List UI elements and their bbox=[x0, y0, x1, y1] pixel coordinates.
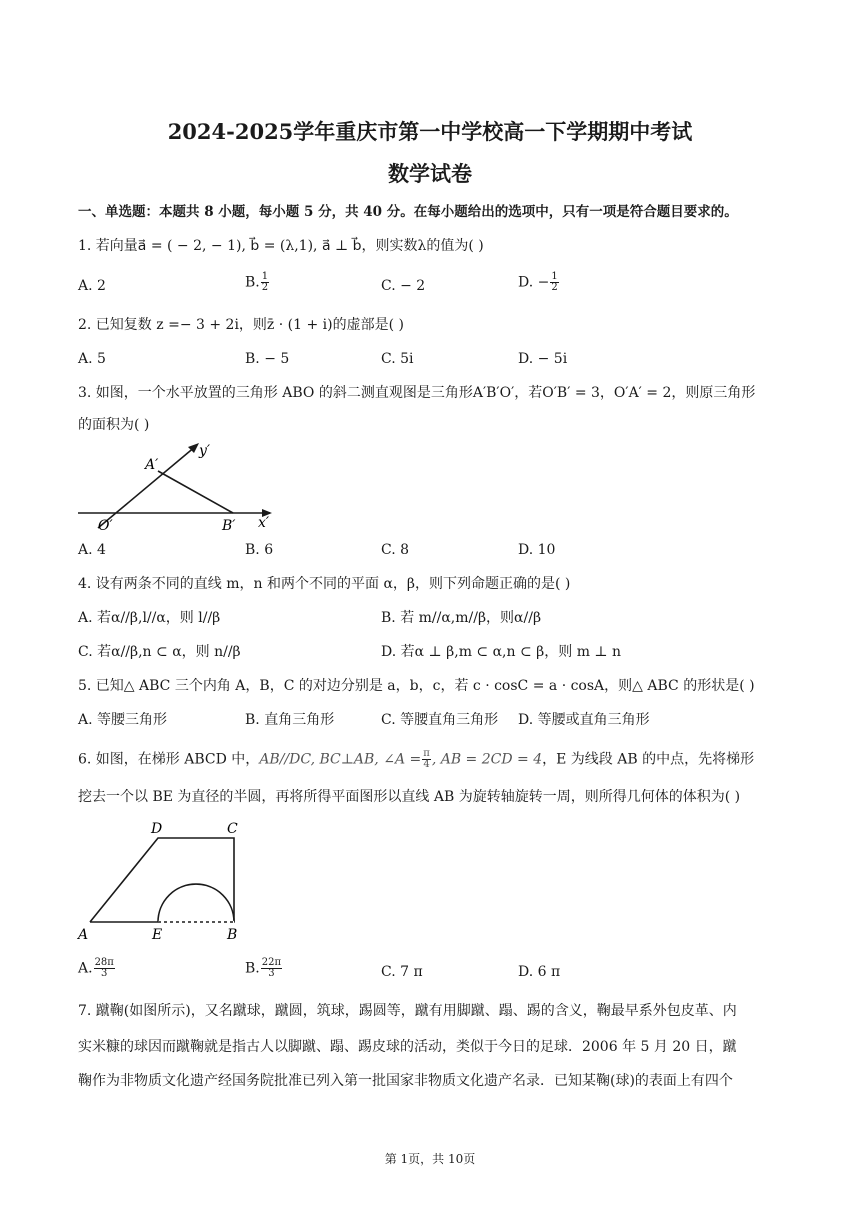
q7-line3: 鞠作为非物质文化遗产经国务院批准已列入第一批国家非物质文化遗产名录．已知某鞠(球)的表面上有四个 bbox=[78, 1073, 733, 1089]
q6-option-c: C. 7 π bbox=[381, 964, 423, 980]
q6-trapezoid-figure bbox=[76, 815, 246, 947]
point-b-label: B′ bbox=[222, 518, 236, 533]
q4-option-a: A. 若α//β,l//α，则 l//β bbox=[78, 610, 221, 626]
q3-option-b: B. 6 bbox=[245, 542, 274, 558]
q2-option-a: A. 5 bbox=[78, 351, 106, 367]
q1-stem: 1. 若向量a⃗ = ( − 2, − 1), b⃗ = (λ,1), a⃗ ⊥ b⃗，则实数λ的值为( ) bbox=[78, 238, 484, 254]
trapezoid-outline bbox=[90, 838, 234, 922]
point-d-label: D bbox=[151, 821, 163, 837]
q3-stem-line2: 的面积为( ) bbox=[78, 417, 150, 433]
q2-option-c: C. 5i bbox=[381, 351, 414, 367]
x-axis-label: x′ bbox=[258, 515, 270, 531]
q4-option-d: D. 若α ⊥ β,m ⊂ α,n ⊂ β，则 m ⊥ n bbox=[381, 644, 622, 660]
q2-option-b: B. − 5 bbox=[245, 351, 290, 367]
q7-line1: 7. 蹴鞠(如图所示)，又名蹴球，蹴圆，筑球，踢圆等，蹴有用脚蹴、蹋、踢的含义，鞠最早系外包皮革、内 bbox=[78, 1003, 737, 1019]
point-c-label: C bbox=[227, 821, 238, 837]
point-o-label: O′ bbox=[98, 518, 113, 533]
q6-option-a: A. $\frac{28\pi}{3}$ bbox=[78, 957, 114, 979]
q2-stem: 2. 已知复数 z =− 3 + 2i，则z̄ · (1 + i)的虚部是( ) bbox=[78, 317, 404, 333]
q3-option-a: A. 4 bbox=[78, 542, 106, 558]
q5-option-c: C. 等腰直角三角形 bbox=[381, 712, 499, 728]
q3-option-d: D. 10 bbox=[518, 542, 556, 558]
q3-option-c: C. 8 bbox=[381, 542, 410, 558]
y-axis-label: y′ bbox=[199, 443, 211, 459]
q4-option-c: C. 若α//β,n ⊂ α，则 n//β bbox=[78, 644, 241, 660]
q6-stem-line2: 挖去一个以 BE 为直径的半圆，再将所得平面图形以直线 AB 为旋转轴旋转一周，则所得几何体的体积为( ) bbox=[78, 789, 741, 805]
point-b-label: B bbox=[227, 927, 238, 943]
exam-title: 2024-2025学年重庆市第一中学校高一下学期期中考试 bbox=[167, 119, 693, 144]
q3-stem-line1: 3. 如图，一个水平放置的三角形 ABO 的斜二测直观图是三角形A′B′O′，若O′B′ = 3，O′A′ = 2，则原三角形 bbox=[78, 385, 756, 401]
q5-option-d: D. 等腰或直角三角形 bbox=[518, 712, 650, 728]
exam-subtitle: 数学试卷 bbox=[388, 161, 472, 186]
q1-option-c: C. − 2 bbox=[381, 278, 426, 294]
q7-line2: 实米糠的球因而蹴鞠就是指古人以脚蹴、蹋、踢皮球的活动，类似于今日的足球．2006 年 5 月 20 日，蹴 bbox=[78, 1039, 737, 1055]
section-heading: 一、单选题：本题共 8 小题，每小题 5 分，共 40 分。在每小题给出的选项中，只有一项是符合题目要求的。 bbox=[78, 204, 738, 220]
q6-option-d: D. 6 π bbox=[518, 964, 561, 980]
semicircle-arc bbox=[158, 884, 234, 922]
q5-option-a: A. 等腰三角形 bbox=[78, 712, 168, 728]
q5-option-b: B. 直角三角形 bbox=[245, 712, 335, 728]
point-e-label: E bbox=[152, 927, 163, 943]
q4-option-b: B. 若 m//α,m//β，则α//β bbox=[381, 610, 542, 626]
q4-stem: 4. 设有两条不同的直线 m，n 和两个不同的平面 α，β，则下列命题正确的是( ) bbox=[78, 576, 571, 592]
q3-oblique-triangle-figure bbox=[78, 438, 278, 533]
q1-option-d: D. − $\frac{1}{2}$ bbox=[518, 271, 558, 293]
segment-ab bbox=[158, 471, 233, 513]
q2-option-d: D. − 5i bbox=[518, 351, 568, 367]
q6-option-b: B. $\frac{22\pi}{3}$ bbox=[245, 957, 282, 979]
q1-option-b: B. $\frac{1}{2}$ bbox=[245, 271, 269, 293]
point-a-label: A′ bbox=[145, 457, 159, 473]
q6-stem-line1: 6. 如图，在梯形 ABCD 中，AB//DC, BC⊥AB, ∠A = $\frac{\pi}{4}$ , AB = 2CD = 4，E 为线段 AB 的中点，先将梯形 bbox=[78, 748, 755, 770]
page-footer: 第 1页，共 10页 bbox=[384, 1152, 476, 1166]
point-a-label: A bbox=[78, 927, 89, 943]
q1-option-a: A. 2 bbox=[78, 278, 106, 294]
q5-stem: 5. 已知△ ABC 三个内角 A，B，C 的对边分别是 a，b，c，若 c · cosC = a · cosA，则△ ABC 的形状是( ) bbox=[78, 678, 755, 694]
